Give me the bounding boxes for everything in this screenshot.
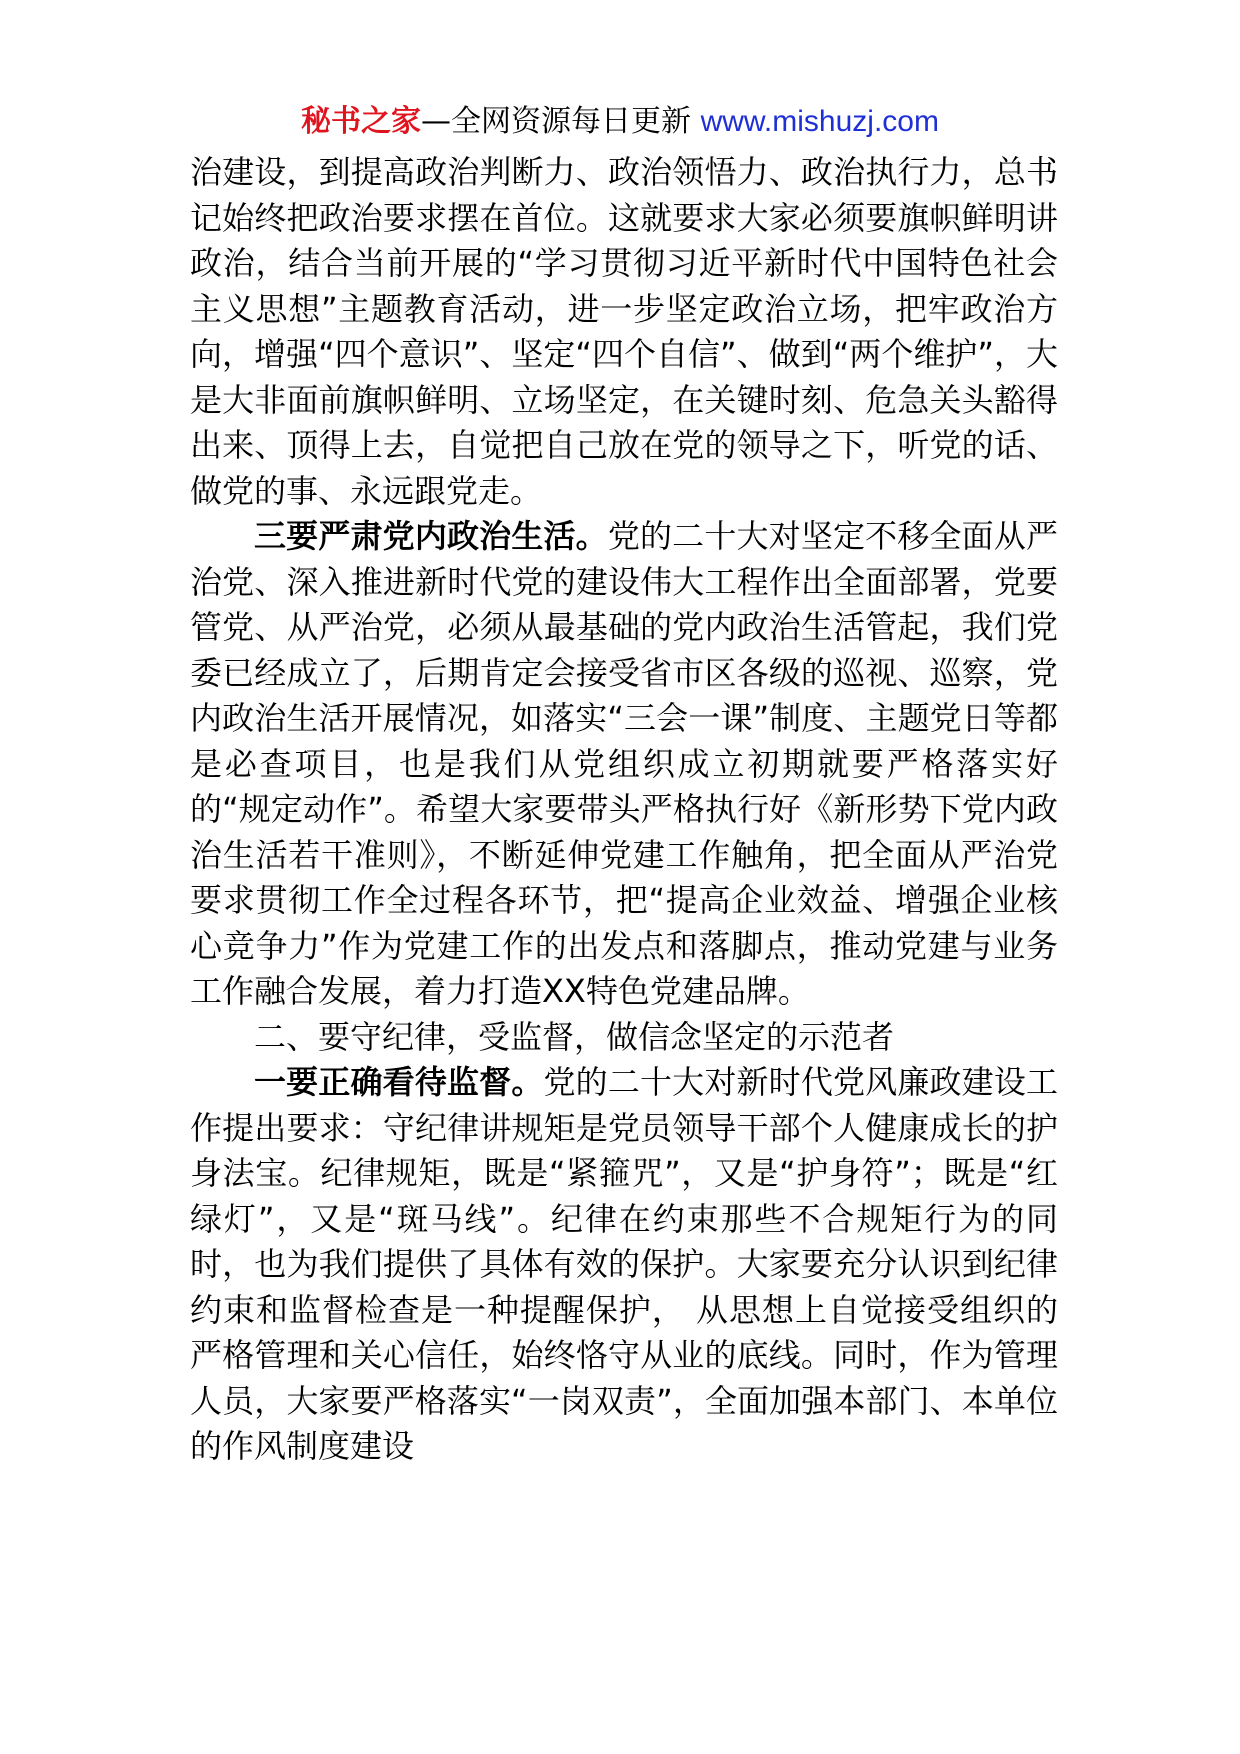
paragraph [190,514,1058,1015]
document-body [190,150,1058,1470]
paragraph-text: 治建设，到提高政治判断力、政治领悟力、政治执行力，总书记始终把政治要求摆在首位。这就要求大家必须要旗帜鲜明讲政治，结合当前开展的“学习贯彻习近平新时代中国特色社会主义思想”主题教育活动，进一步坚定政治立场，把牢政治方向，增强“四个意识”、坚定“四个自信”、做到“两个维护”，大是大非面前旗帜鲜明、立场坚定，在关键时刻、危急关头豁得出来、顶得上去，自觉把自己放在党的领导之下，听党的话、做党的事、永远跟党走。 [190,153,1058,510]
site-brand: 秘书之家 [301,104,422,139]
section-heading [190,1015,1058,1061]
paragraph-text: 党的二十大对坚定不移全面从严治党、深入推进新时代党的建设伟大工程作出全面部署，党要管党、从严治党，必须从最基础的党内政治生活管起，我们党委已经成立了，后期肯定会接受省市区各级的巡视、巡察，党内政治生活开展情况，如落实“三会一课”制度、主题党日等都是必查项目，也是我们从党组织成立初期就要严格落实好的“规定动作”。希望大家要带头严格执行好《新形势下党内政治生活若干准则》，不断延伸党建工作触角，把全面从严治党要求贯彻工作全过程各环节，把“提高企业效益、增强企业核心竞争力”作为党建工作的出发点和落脚点，推动党建与业务工作融合发展，着力打造XX特色党建品牌。 [190,517,1058,1010]
paragraph [190,150,1058,514]
paragraph [190,1060,1058,1470]
section-heading-text: 二、要守纪律，受监督，做信念坚定的示范者 [254,1017,895,1056]
paragraph-lead: 三要严肃党内政治生活。 [254,517,608,555]
site-slogan: —全网资源每日更新 [421,104,701,139]
paragraph-text: 党的二十大对新时代党风廉政建设工作提出要求：守纪律讲规矩是党员领导干部个人健康成长的护身法宝。纪律规矩，既是“紧箍咒”，又是“护身符”；既是“红绿灯”，又是“斑马线”。纪律在约束那些不合规矩行为的同时，也为我们提供了具体有效的保护。大家要充分认识到纪律约束和监督检查是一种提醒保护， 从思想上自觉接受组织的严格管理和关心信任，始终恪守从业的底线。同时，作为管理人员，大家要严格落实“一岗双责”，全面加强本部门、本单位的作风制度建设 [190,1063,1058,1465]
site-url-link[interactable]: www.mishuzj.com [700,105,939,138]
paragraph-lead: 一要正确看待监督。 [254,1063,544,1101]
site-header [0,100,1240,144]
